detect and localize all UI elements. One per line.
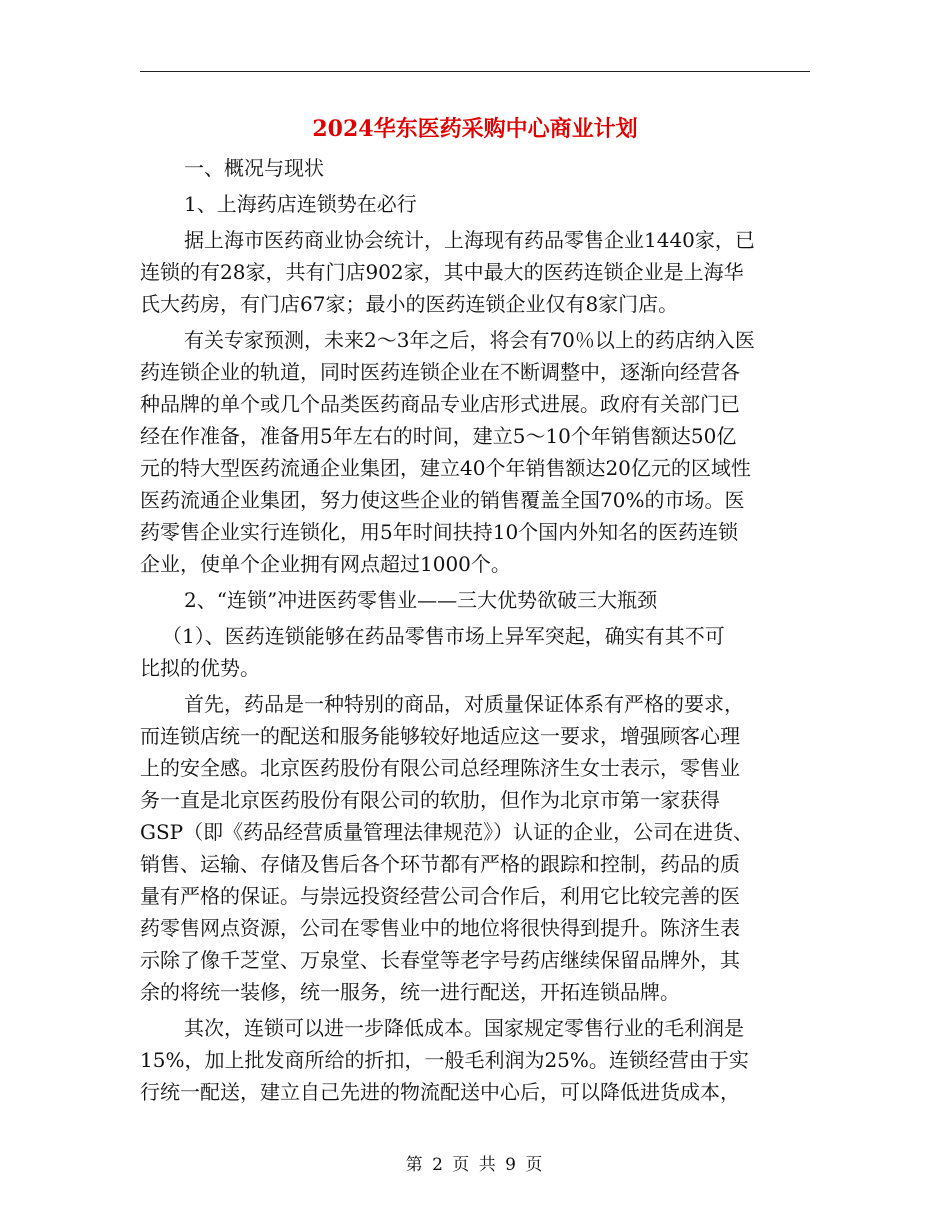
text-line: 药零售企业实行连锁化，用5年时间扶持10个国内外知名的医药连锁 [140,520,739,544]
text-line: 15%，加上批发商所给的折扣，一般毛利润为25%。连锁经营由于实 [140,1048,749,1072]
text-line: 一、概况与现状 [184,156,324,180]
text-line: 元的特大型医药流通企业集团，建立40个年销售额达20亿元的区域性 [140,456,751,480]
text-line: 行统一配送，建立自己先进的物流配送中心后，可以降低进货成本， [140,1080,740,1104]
text-line: 上的安全感。北京医药股份有限公司总经理陈济生女士表示，零售业 [140,756,740,780]
text-line: 示除了像千芝堂、万泉堂、长春堂等老字号药店继续保留品牌外，其 [140,948,740,972]
text-line: 而连锁店统一的配送和服务能够较好地适应这一要求，增强顾客心理 [140,724,740,748]
text-line: 氏大药房，有门店67家；最小的医药连锁企业仅有8家门店。 [140,292,679,316]
text-line: 比拟的优势。 [140,656,260,680]
text-line: （1）、医药连锁能够在药品零售市场上异军突起，确实有其不可 [162,624,725,648]
text-line: 其次，连锁可以进一步降低成本。国家规定零售行业的毛利润是 [184,1016,744,1040]
text-line: 企业，使单个企业拥有网点超过1000个。 [140,552,511,576]
text-line: 有关专家预测，未来2～3年之后，将会有70％以上的药店纳入医 [184,328,755,352]
text-line: 连锁的有28家，共有门店902家，其中最大的医药连锁企业是上海华 [140,260,744,284]
text-line: 经在作准备，准备用5年左右的时间，建立5～10个年销售额达50亿 [140,424,737,448]
text-line: 医药流通企业集团，努力使这些企业的销售覆盖全国70%的市场。医 [140,488,745,512]
text-line: 据上海市医药商业协会统计，上海现有药品零售企业1440家，已 [184,228,755,252]
text-line: 药连锁企业的轨道，同时医药连锁企业在不断调整中，逐渐向经营各 [140,360,740,384]
text-line: 首先，药品是一种特别的商品，对质量保证体系有严格的要求， [184,692,744,716]
text-line: GSP（即《药品经营质量管理法律规范》）认证的企业，公司在进货、 [140,820,754,844]
text-line: 销售、运输、存储及售后各个环节都有严格的跟踪和控制，药品的质 [140,852,740,876]
page-footer: 第 2 页 共 9 页 [405,1155,545,1175]
text-line: 药零售网点资源，公司在零售业中的地位将很快得到提升。陈济生表 [140,916,740,940]
text-line: 余的将统一装修，统一服务，统一进行配送，开拓连锁品牌。 [140,980,680,1004]
text-line: 1、上海药店连锁势在必行 [184,192,417,216]
body-text [140,152,810,1108]
text-line: 务一直是北京医药股份有限公司的软肋，但作为北京市第一家获得 [140,788,720,812]
page-title: 2024华东医药采购中心商业计划 [312,116,638,142]
text-line: 量有严格的保证。与崇远投资经营公司合作后，利用它比较完善的医 [140,884,740,908]
top-rule [140,71,810,72]
text-line: 2、“连锁”冲进医药零售业——三大优势欲破三大瓶颈 [184,588,658,612]
text-line: 种品牌的单个或几个品类医药商品专业店形式进展。政府有关部门已 [140,392,740,416]
